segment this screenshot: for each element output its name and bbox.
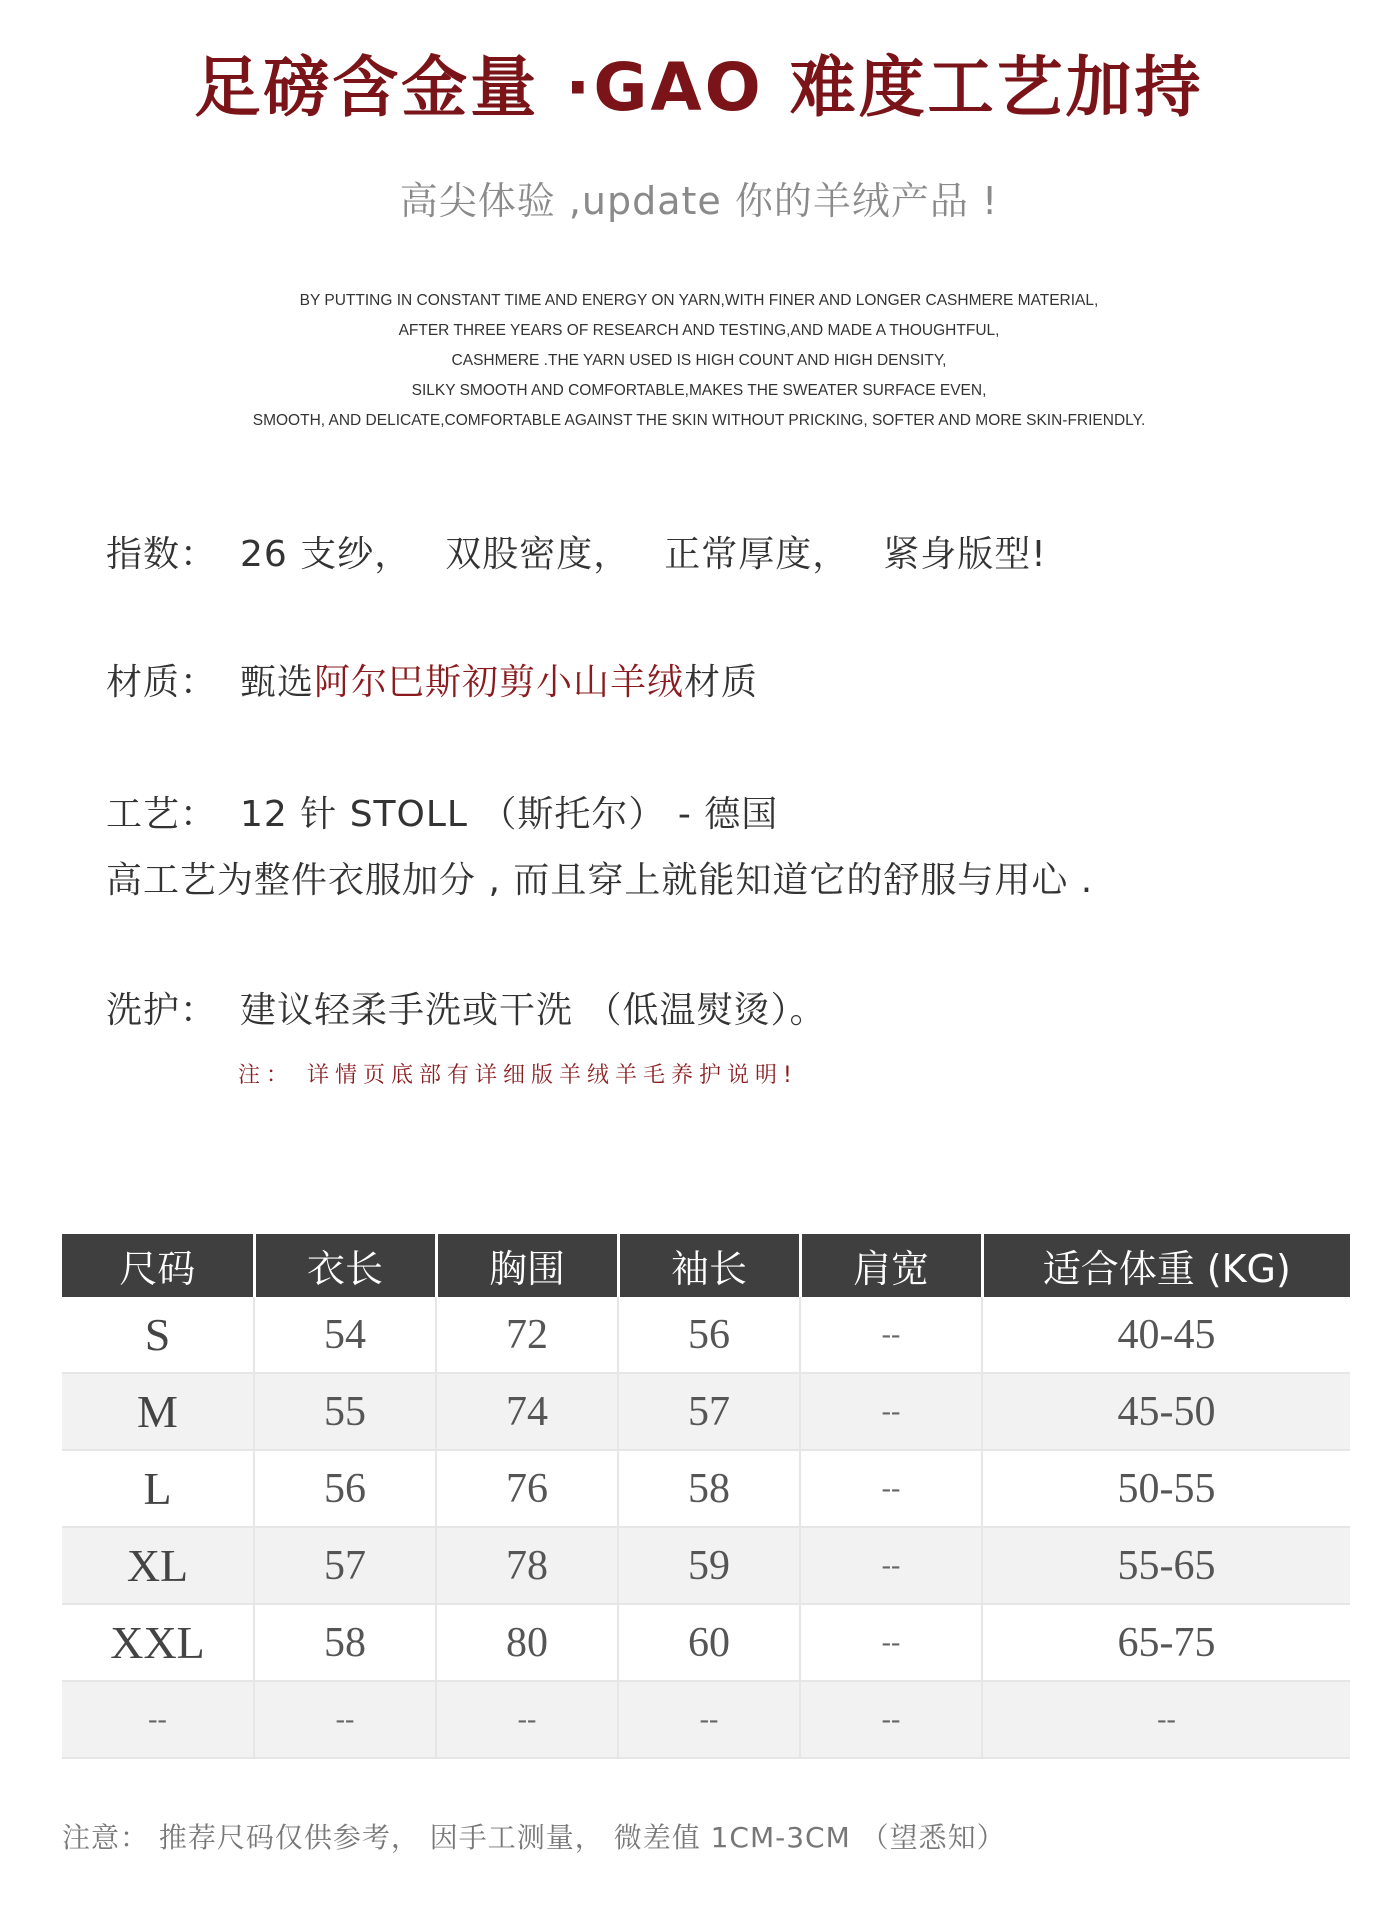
size-table-header xyxy=(62,1234,1350,1297)
table-cell: 50-55 xyxy=(982,1450,1350,1527)
english-description xyxy=(0,286,1398,436)
table-cell: -- xyxy=(982,1681,1350,1758)
table-cell: 59 xyxy=(618,1527,800,1604)
spec-material-label: 材质： xyxy=(106,662,218,703)
table-cell: XXL xyxy=(62,1604,254,1681)
table-row xyxy=(62,1681,1350,1758)
spec-care xyxy=(106,986,826,1036)
spec-index-item: 正常厚度， xyxy=(664,534,850,575)
spec-index-item: 双股密度， xyxy=(445,534,631,575)
spec-material-suffix: 材质 xyxy=(684,662,759,703)
table-cell: 76 xyxy=(436,1450,618,1527)
table-cell: -- xyxy=(800,1450,982,1527)
table-cell: S xyxy=(62,1297,254,1373)
table-cell: 57 xyxy=(254,1527,436,1604)
header-cell-sleeve: 袖长 xyxy=(618,1234,800,1297)
care-note: 注： 详情页底部有详细版羊绒羊毛养护说明! xyxy=(238,1063,798,1088)
header-cell-chest: 胸围 xyxy=(436,1234,618,1297)
table-cell: -- xyxy=(254,1681,436,1758)
size-table xyxy=(62,1234,1350,1759)
table-cell: 56 xyxy=(254,1450,436,1527)
table-cell: 58 xyxy=(618,1450,800,1527)
size-footnote: 注意： 推荐尺码仅供参考， 因手工测量， 微差值 1CM-3CM （望悉知） xyxy=(62,1821,1006,1854)
table-cell: -- xyxy=(436,1681,618,1758)
spec-index-item: 26 支纱， xyxy=(240,534,412,575)
table-cell: -- xyxy=(618,1681,800,1758)
table-cell: 54 xyxy=(254,1297,436,1373)
table-cell: -- xyxy=(800,1297,982,1373)
header-cell-length: 衣长 xyxy=(254,1234,436,1297)
table-cell: 55 xyxy=(254,1373,436,1450)
table-cell: 45-50 xyxy=(982,1373,1350,1450)
table-cell: 72 xyxy=(436,1297,618,1373)
header-cell-shoulder: 肩宽 xyxy=(800,1234,982,1297)
spec-care-label: 洗护： xyxy=(106,990,218,1031)
spec-material xyxy=(106,658,758,708)
spec-index xyxy=(106,530,1047,580)
table-cell: 65-75 xyxy=(982,1604,1350,1681)
table-cell: -- xyxy=(800,1604,982,1681)
english-line: AFTER THREE YEARS OF RESEARCH AND TESTING,AND MADE A THOUGHTFUL, xyxy=(398,322,1000,339)
table-cell: 40-45 xyxy=(982,1297,1350,1373)
page-title: 足磅含金量 ·GAO 难度工艺加持 xyxy=(194,49,1204,126)
table-cell: 78 xyxy=(436,1527,618,1604)
table-cell: -- xyxy=(800,1373,982,1450)
table-cell: -- xyxy=(800,1527,982,1604)
table-cell: -- xyxy=(62,1681,254,1758)
english-line: SILKY SMOOTH AND COMFORTABLE,MAKES THE SWEATER SURFACE EVEN, xyxy=(411,382,987,399)
table-cell: -- xyxy=(800,1681,982,1758)
table-row xyxy=(62,1373,1350,1450)
table-cell: 57 xyxy=(618,1373,800,1450)
table-cell: 55-65 xyxy=(982,1527,1350,1604)
spec-material-prefix: 甄选 xyxy=(240,662,315,703)
table-cell: 56 xyxy=(618,1297,800,1373)
table-cell: L xyxy=(62,1450,254,1527)
table-cell: 58 xyxy=(254,1604,436,1681)
spec-craft-label: 工艺： xyxy=(106,794,218,835)
english-line: SMOOTH, AND DELICATE,COMFORTABLE AGAINST THE SKIN WITHOUT PRICKING, SOFTER AND MORE SKIN-FRIENDLY. xyxy=(252,412,1146,429)
table-row xyxy=(62,1297,1350,1373)
spec-craft-value: 12 针 STOLL （斯托尔） - 德国 xyxy=(240,794,779,835)
english-line: BY PUTTING IN CONSTANT TIME AND ENERGY ON YARN,WITH FINER AND LONGER CASHMERE MATERIAL, xyxy=(299,292,1099,309)
spec-index-label: 指数： xyxy=(106,534,218,575)
spec-material-highlight: 阿尔巴斯初剪小山羊绒 xyxy=(314,662,685,703)
table-cell: 74 xyxy=(436,1373,618,1450)
spec-craft-line2: 高工艺为整件衣服加分 , 而且穿上就能知道它的舒服与用心 . xyxy=(106,860,1094,901)
table-cell: XL xyxy=(62,1527,254,1604)
table-row xyxy=(62,1527,1350,1604)
spec-care-value: 建议轻柔手洗或干洗 （低温熨烫）。 xyxy=(240,990,827,1031)
table-cell: M xyxy=(62,1373,254,1450)
header-cell-weight: 适合体重 (KG) xyxy=(982,1234,1350,1297)
page-subtitle: 高尖体验 ,update 你的羊绒产品 ! xyxy=(399,179,999,223)
english-line: CASHMERE .THE YARN USED IS HIGH COUNT AND HIGH DENSITY, xyxy=(451,352,947,369)
table-cell: 80 xyxy=(436,1604,618,1681)
spec-craft xyxy=(106,790,778,840)
table-cell: 60 xyxy=(618,1604,800,1681)
table-row xyxy=(62,1604,1350,1681)
table-row xyxy=(62,1450,1350,1527)
header-cell-size: 尺码 xyxy=(62,1234,254,1297)
spec-index-item: 紧身版型! xyxy=(883,534,1047,575)
